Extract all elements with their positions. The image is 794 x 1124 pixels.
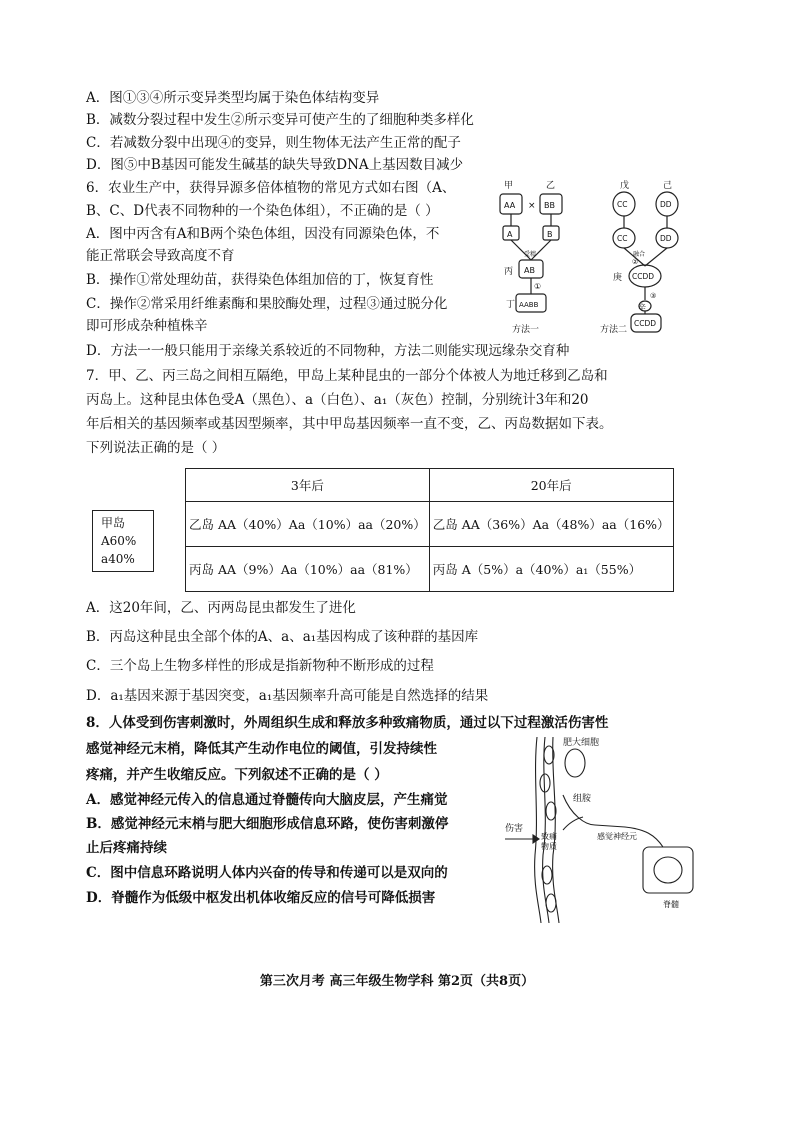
- cc-cell: CC: [617, 200, 628, 209]
- island-frequency-table: [185, 468, 674, 592]
- wu-label: 戊: [620, 181, 630, 191]
- q8-stem-line1: 8．人体受到伤害刺激时，外周组织生成和释放多种致痛物质，通过以下过程激活伤害性: [86, 715, 609, 731]
- a-gamete: A: [507, 230, 513, 239]
- dd-protoplast: DD: [660, 234, 672, 243]
- jia-island-a-lower-freq: a40%: [101, 552, 135, 566]
- jia-island-box: [92, 510, 154, 572]
- q6-option-b: B．操作①常处理幼苗，获得染色体组加倍的丁，恢复育性: [86, 272, 434, 288]
- dd-cell: DD: [660, 200, 672, 209]
- q8-option-d: D．脊髓作为低级中枢发出机体收缩反应的信号可降低损害: [86, 890, 436, 906]
- mast-cell-label: 肥大细胞: [563, 738, 600, 748]
- q8-stem-line2: 感觉神经元末梢，降低其产生动作电位的阈值，引发持续性: [86, 741, 437, 757]
- cross-symbol: ×: [528, 201, 536, 211]
- spinal-cord-label: 脊髓: [663, 900, 679, 909]
- step2-label: ②: [632, 258, 639, 266]
- q7-stem-line3: 年后相关的基因频率或基因型频率，其中甲岛基因频率一直不变，乙、丙岛数据如下表。: [86, 416, 613, 432]
- q5-option-c: C．若减数分裂中出现④的变异，则生物体无法产生正常的配子: [86, 135, 461, 151]
- ab-hybrid: AB: [524, 266, 535, 275]
- yi-20yr-cell: 乙岛 AA（36%）Aa（48%）aa（16%）: [429, 502, 673, 547]
- q6-option-a-line1: A．图中丙含有A和B两个染色体组，因没有同源染色体，不: [86, 226, 440, 242]
- xin-label: 辛: [638, 303, 646, 312]
- q7-stem-line4: 下列说法正确的是（ ）: [86, 440, 226, 456]
- yi-label: 乙: [546, 181, 556, 191]
- table-header-row: [186, 469, 674, 502]
- fertilization-label: 受精: [524, 251, 537, 258]
- jia-label: 甲: [504, 181, 514, 191]
- cc-protoplast: CC: [617, 234, 628, 243]
- pain-label: 致痛: [541, 832, 557, 841]
- injury-label: 伤害: [505, 824, 524, 834]
- bing-label: 丙: [504, 267, 514, 277]
- page-footer: 第三次月考 高三年级生物学科 第2页（共8页）: [259, 974, 535, 989]
- polyploid-breeding-diagram: [490, 176, 690, 342]
- q8-option-c: C．图中信息环路说明人体内兴奋的传导和传递可以是双向的: [86, 865, 448, 881]
- q8-option-b-line1: B．感觉神经元末梢与肥大细胞形成信息环路，使伤害刺激停: [86, 816, 449, 832]
- jia-island-a-freq: A60%: [101, 534, 137, 548]
- bing-20yr-cell: 丙岛 A（5%）a（40%）a₁（55%）: [429, 547, 673, 592]
- q8-option-b-line2: 止后疼痛持续: [86, 840, 167, 856]
- b-gamete: B: [547, 230, 553, 239]
- step1-label: ①: [534, 282, 542, 291]
- q6-option-c-line2: 即可形成杂种植株辛: [86, 318, 208, 334]
- q7-option-d: D．a₁基因来源于基因突变，a₁基因频率升高可能是自然选择的结果: [86, 688, 489, 704]
- ccdd-hybrid-cell: CCDD: [632, 272, 655, 281]
- q7-option-b: B．丙岛这种昆虫全部个体的A、a、a₁基因构成了该种群的基因库: [86, 629, 479, 645]
- q7-stem-line2: 丙岛上。这种昆虫体色受A（黑色）、a（白色）、a₁（灰色）控制，分别统计3年和20: [86, 392, 589, 408]
- q6-option-c-line1: C．操作②常采用纤维素酶和果胶酶处理，过程③通过脱分化: [86, 296, 448, 312]
- sensory-neuron-label: 感觉神经元: [597, 832, 637, 841]
- geng-label: 庚: [613, 273, 623, 283]
- pain-pathway-diagram: [505, 735, 705, 925]
- q8-option-a: A．感觉神经元传入的信息通过脊髓传向大脑皮层，产生痛觉: [86, 792, 448, 808]
- header-3-years: 3年后: [186, 469, 430, 502]
- ccdd-plant: CCDD: [634, 319, 657, 328]
- bb-chromosome: BB: [544, 201, 555, 210]
- yi-3yr-cell: 乙岛 AA（40%）Aa（10%）aa（20%）: [186, 502, 430, 547]
- table-row: [186, 502, 674, 547]
- q7-option-c: C．三个岛上生物多样性的形成是指新物种不断形成的过程: [86, 658, 434, 674]
- substance-label: 物质: [541, 842, 557, 851]
- q5-option-b: B．减数分裂过程中发生②所示变异可使产生的了细胞种类多样化: [86, 112, 474, 128]
- jia-island-title: 甲岛: [101, 516, 126, 530]
- q6-option-a-line2: 能正常联会导致高度不育: [86, 248, 235, 264]
- q5-option-a: A．图①③④所示变异类型均属于染色体结构变异: [86, 90, 380, 106]
- q6-stem-line2: B、C、D代表不同物种的一个染色体组），不正确的是（ ）: [86, 203, 439, 219]
- q7-stem-line1: 7．甲、乙、丙三岛之间相互隔绝，甲岛上某种昆虫的一部分个体被人为地迁移到乙岛和: [86, 368, 608, 384]
- q6-stem-line1: 6．农业生产中，获得异源多倍体植物的常见方式如右图（A、: [86, 180, 456, 196]
- aa-chromosome: AA: [504, 201, 516, 210]
- aabb-polyploid: AABB: [519, 301, 539, 309]
- q7-option-a: A．这20年间，乙、丙两岛昆虫都发生了进化: [86, 600, 356, 616]
- q8-stem-line3: 疼痛，并产生收缩反应。下列叙述不正确的是（ ）: [86, 767, 388, 783]
- fusion-label: 融合: [633, 251, 646, 258]
- q6-option-d: D．方法一一般只能用于亲缘关系较近的不同物种，方法二则能实现远缘杂交育种: [86, 343, 570, 359]
- header-20-years: 20年后: [429, 469, 673, 502]
- method2-caption: 方法二: [600, 325, 628, 335]
- table-row: [186, 547, 674, 592]
- step3-label: ③: [650, 292, 657, 300]
- q5-option-d: D．图⑤中B基因可能发生碱基的缺失导致DNA上基因数目减少: [86, 157, 464, 173]
- ding-label: 丁: [506, 300, 516, 310]
- bing-3yr-cell: 丙岛 AA（9%）Aa（10%）aa（81%）: [186, 547, 430, 592]
- method1-caption: 方法一: [512, 325, 540, 335]
- histamine-label: 组胺: [573, 794, 592, 804]
- ji-label: 己: [663, 181, 673, 191]
